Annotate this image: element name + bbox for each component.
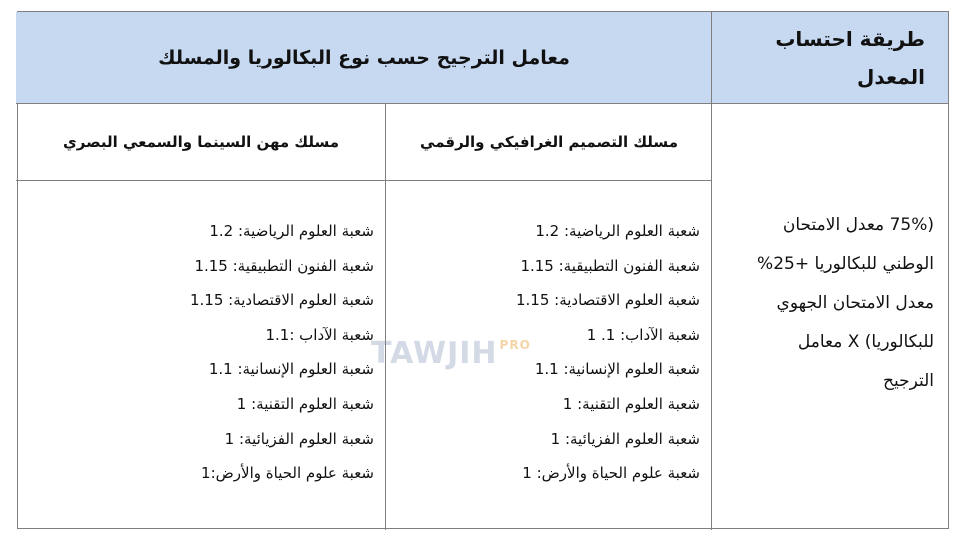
header-method-text: طريقة احتساب المعدل: [775, 27, 925, 89]
list-item: شعبة علوم الحياة والأرض:1: [201, 464, 374, 483]
list-item: شعبة الآداب :1.1: [265, 325, 374, 344]
cinema-coefficients: [16, 180, 386, 530]
list-item: شعبة العلوم الرياضية: 1.2: [209, 222, 374, 240]
cinema-list: [16, 214, 374, 491]
list-item: شعبة العلوم الاقتصادية: 1.15: [189, 291, 374, 310]
track-cinema-header: مسلك مهن السينما والسمعي البصري: [63, 133, 340, 151]
divider-header: [16, 103, 948, 104]
header-method-cell: [712, 12, 948, 104]
list-item: شعبة العلوم الرياضية: 1.2: [535, 222, 700, 240]
list-item: شعبة علوم الحياة والأرض: 1: [522, 464, 700, 483]
list-item: شعبة العلوم الفزيائية: 1: [550, 429, 700, 448]
list-item: شعبة الفنون التطبيقية: 1.15: [194, 256, 374, 275]
graphic-design-list: [386, 214, 700, 491]
list-item: شعبة العلوم الإنسانية: 1.1: [208, 360, 374, 379]
weighting-table: [17, 11, 949, 529]
header-coefficients-text: معامل الترجيح حسب نوع البكالوريا والمسلك: [158, 47, 570, 69]
list-item: شعبة العلوم التقنية: 1: [236, 394, 374, 413]
list-item: شعبة العلوم الإنسانية: 1.1: [534, 360, 700, 379]
divider-method-column: [711, 12, 712, 530]
list-item: شعبة العلوم التقنية: 1: [562, 394, 700, 413]
formula-text: (75% معدل الامتحان الوطني للبكالوريا +25% معدل الامتحان الجهوي للبكالوريا) X معامل الترجيح: [757, 215, 934, 391]
formula-cell: [712, 104, 948, 530]
graphic-design-coefficients: [386, 180, 712, 530]
watermark-sub-text: PRO: [499, 338, 531, 352]
list-item: شعبة الفنون التطبيقية: 1.15: [520, 256, 700, 275]
list-item: شعبة العلوم الاقتصادية: 1.15: [515, 291, 700, 310]
divider-track-header: [16, 180, 712, 181]
watermark-main-text: TAWJIH: [371, 336, 498, 371]
list-item: شعبة الآداب: 1. 1: [586, 325, 700, 344]
track-graphic-design-header: مسلك التصميم الغرافيكي والرقمي: [420, 133, 678, 151]
divider-track-columns: [385, 104, 386, 530]
list-item: شعبة العلوم الفزيائية: 1: [224, 429, 374, 448]
header-coefficients-cell: [16, 12, 712, 104]
